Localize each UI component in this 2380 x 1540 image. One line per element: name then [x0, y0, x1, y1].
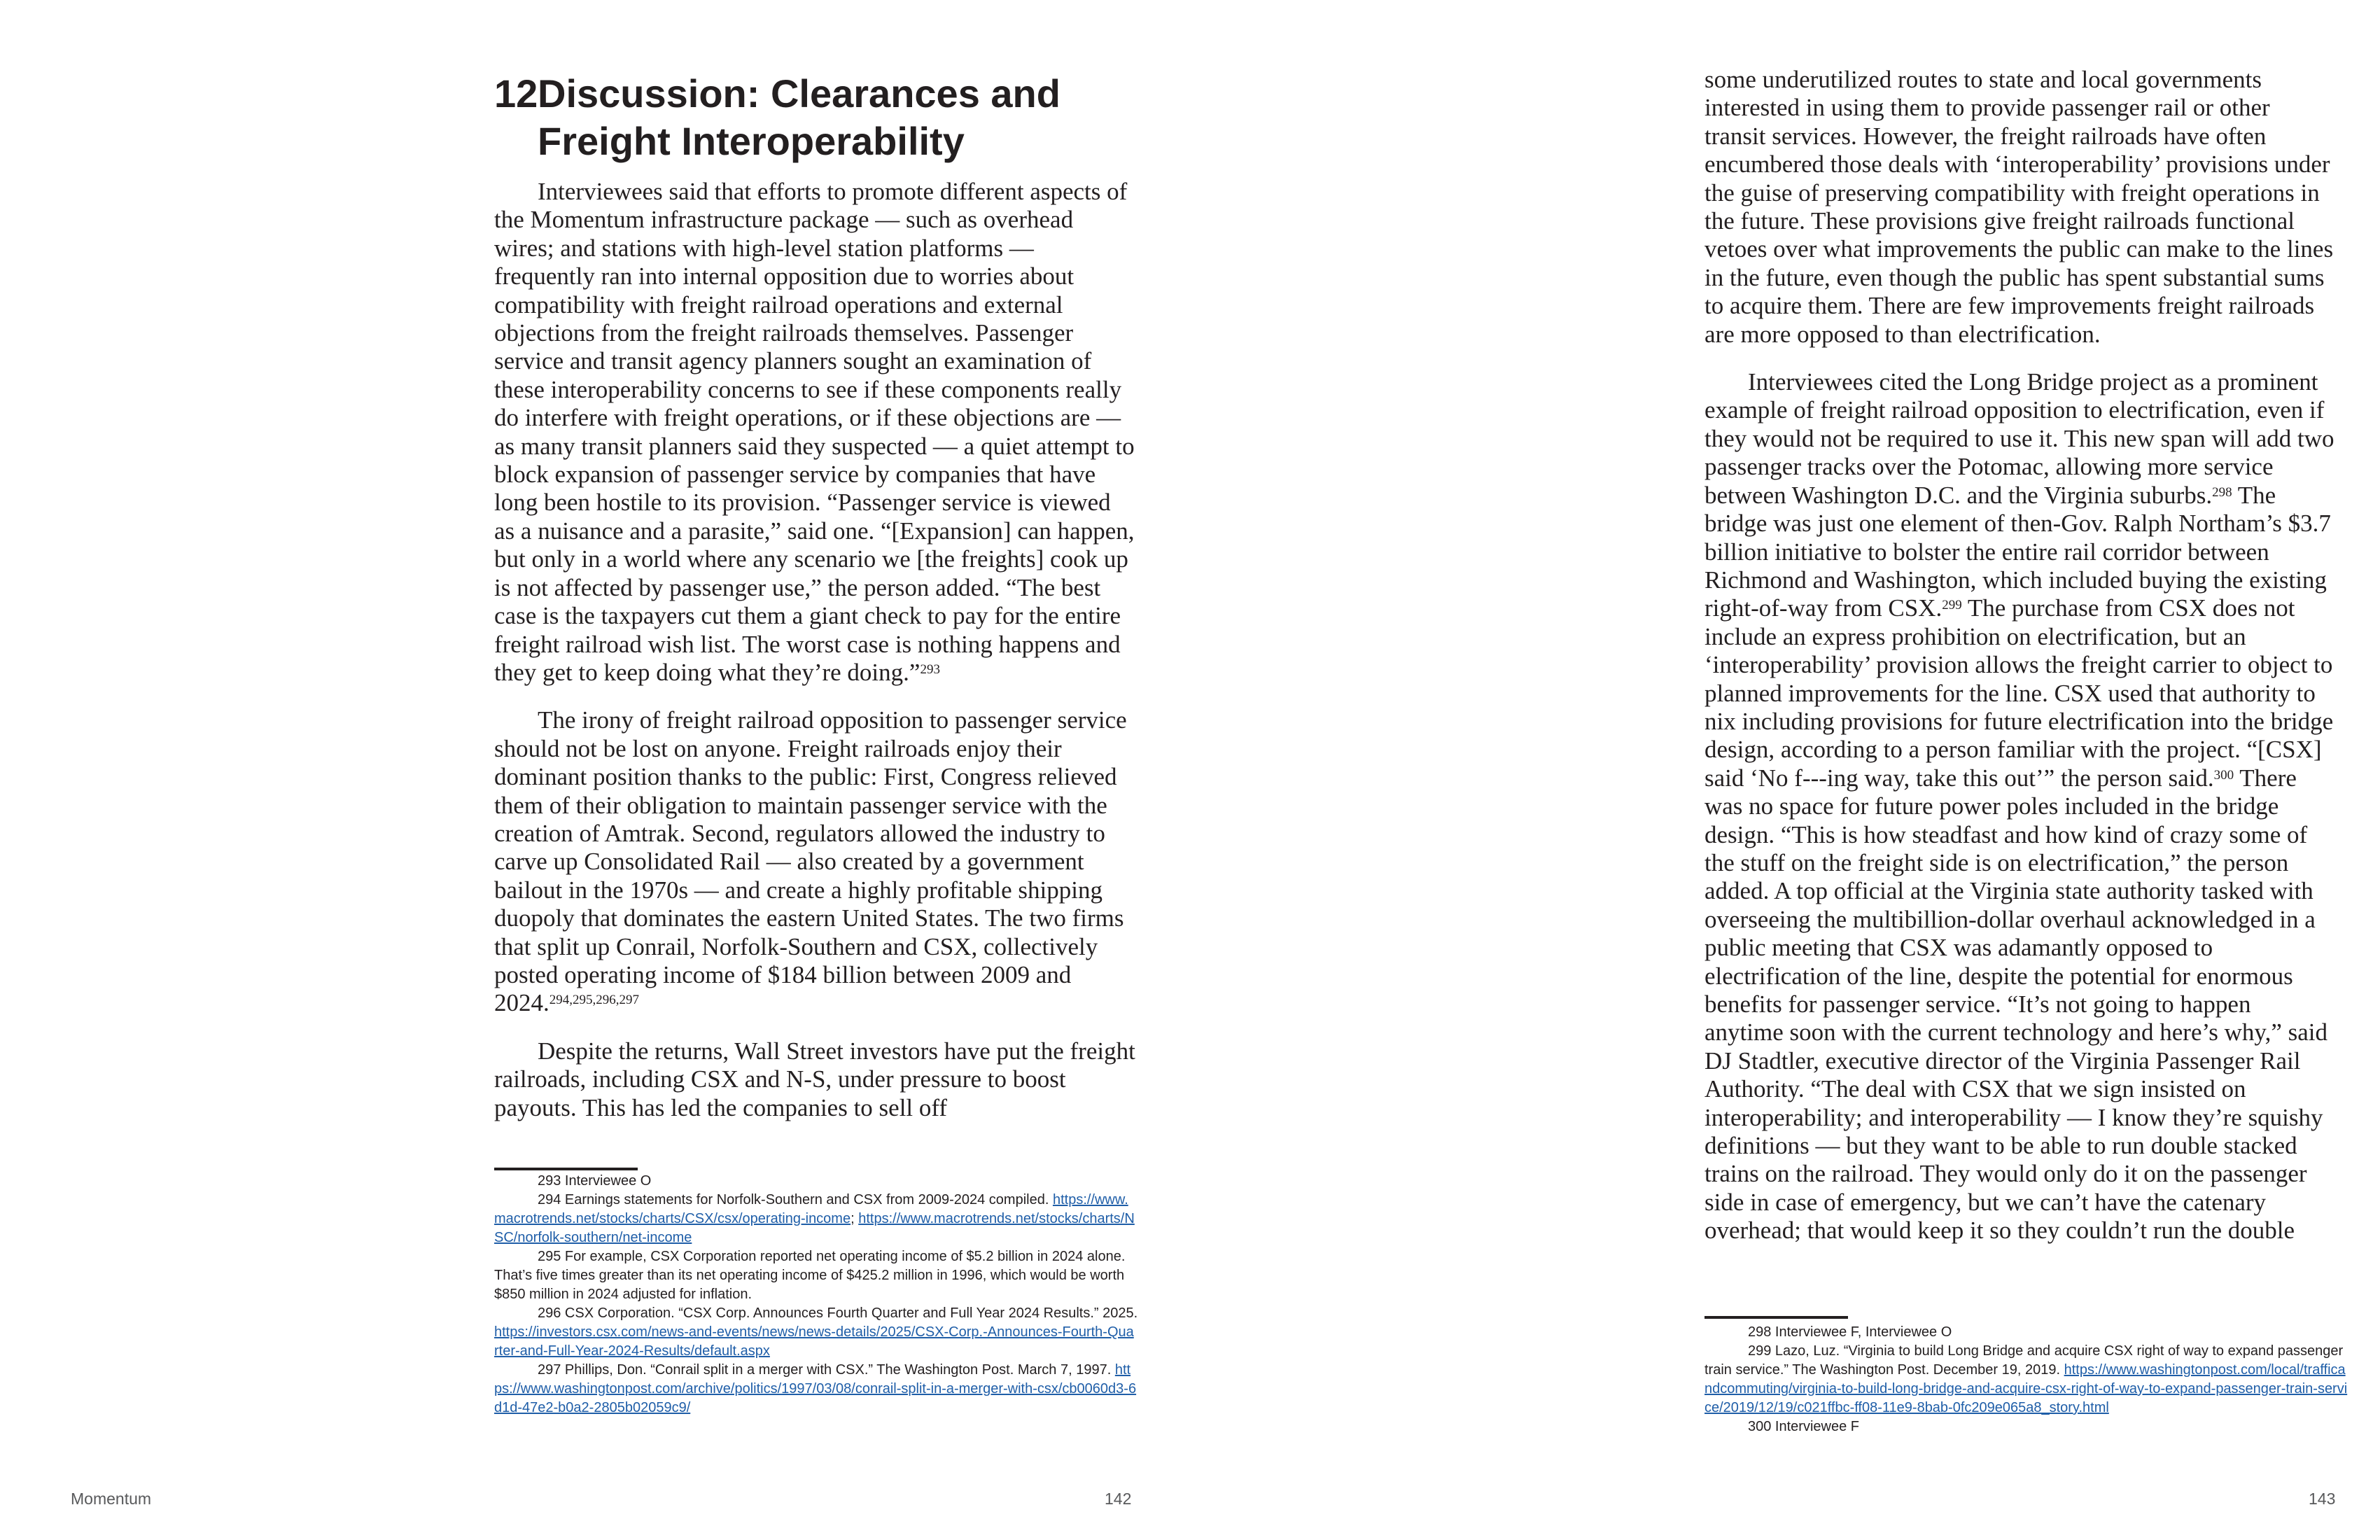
page-number-left: 142: [1105, 1490, 1132, 1508]
footnote: [494, 1247, 1138, 1304]
footnote-reference: 299: [1942, 598, 1962, 613]
text-run: 299 Lazo, Luz. “Virginia to build Long Bridge and acquire CSX right of way to expand passenger train service.” The Washington Post. December 19, 2019.: [1704, 1343, 2344, 1378]
text-run: 294 Earnings statements for Norfolk-Southern and CSX from 2009-2024 compiled.: [538, 1192, 1053, 1208]
footnote-reference: 300: [2213, 767, 2234, 783]
footnote: [494, 1304, 1138, 1361]
paragraph: [494, 706, 1137, 1017]
running-title: Momentum: [71, 1490, 152, 1508]
text-run: Despite the returns, Wall Street investors have put the freight railroads, including CSX and N-S, under pressure to boost payouts. This has led the companies to sell off: [494, 1037, 1135, 1121]
text-run: The purchase from CSX does not include an express prohibition on electrification, but an ‘interoperability’ provision allows the freight carrier to object to planned improvements for the line. CSX used that authority to nix including provisions for future electrification into the bridge design, according to a person familiar with the project. “[CSX] said ‘No f---ing way, take this out’” the person said.: [1704, 594, 2334, 792]
footnote: [1704, 1323, 2348, 1342]
footnote-link[interactable]: https://www.macrotrends.net/stocks/charts/CSX/csx/operating-income: [494, 1192, 1128, 1226]
text-run: There was no space for future power poles included in the bridge design. “This is how steadfast and how kind of crazy some of the stuff on the freight side is on electrification,” the person added. A top official at the Virginia state authority tasked with overseeing the multibillion-dollar overhaul acknowledged in a public meeting that CSX was adamantly opposed to electrification of the line, despite the potential for enormous benefits for passenger service. “It’s not going to happen anytime soon with the current technology and here’s why,” said DJ Stadtler, executive director of the Virginia Passenger Rail Authority. “The deal with CSX that we sign insisted on interoperability; and interoperability — I know they’re squishy definitions — but they want to be able to run double stacked trains on the railroad. They would only do it on the passenger side in case of emergency, but we can’t have the catenary overhead; that would keep it so they couldn’t run the double: [1704, 764, 2328, 1245]
footnote: [494, 1361, 1138, 1418]
footnote-link[interactable]: https://www.macrotrends.net/stocks/charts/NSC/norfolk-southern/net-income: [494, 1211, 1135, 1245]
right-body-text: [1704, 66, 2334, 1265]
footnote-reference: 294,295,296,297: [549, 993, 639, 1008]
text-run: 295 For example, CSX Corporation reported net operating income of $5.2 billion in 2024 alone. That’s five times greater than its net operating income of $425.2 million in 1996, which would be worth $850 million in 2024 adjusted for inflation.: [494, 1249, 1126, 1302]
text-run: 297 Phillips, Don. “Conrail split in a merger with CSX.” The Washington Post. March 7, 1997.: [538, 1362, 1115, 1378]
page-number-right: 143: [2309, 1490, 2336, 1508]
section-title: Discussion: Clearances and Freight Interoperability: [538, 71, 1060, 163]
text-run: 298 Interviewee F, Interviewee O: [1748, 1324, 1952, 1340]
footnote: [1704, 1418, 2348, 1436]
footnote: [494, 1172, 1138, 1191]
footnote: [494, 1191, 1138, 1247]
paragraph: [494, 1037, 1137, 1122]
text-run: Interviewees cited the Long Bridge project as a prominent example of freight railroad opposition to electrification, even if they would not be required to use it. This new span will add two passenger tracks over the Potomac, allowing more service between Washington D.C. and the Virginia suburbs.: [1704, 368, 2334, 509]
text-run: some underutilized routes to state and local governments interested in using them to provide passenger rail or other transit services. However, the freight railroads have often encumbered those deals with ‘interoperability’ provisions under the guise of preserving compatibility with freight operations in the future. These provisions give freight railroads functional vetoes over what improvements the public can make to the lines in the future, even though the public has spent substantial sums to acquire them. There are few improvements freight railroads are more opposed to than electrification.: [1704, 66, 2334, 348]
footnote-link[interactable]: https://www.washingtonpost.com/local/trafficandcommuting/virginia-to-build-long-bridge-and-acquire-csx-right-of-way-to-expand-passenger-train-service/2019/12/19/c021ffbc-ff08-11e9-8bab-0fc209e065a8_story.html: [1704, 1362, 2348, 1415]
text-run: ;: [850, 1211, 859, 1226]
text-run: Interviewees said that efforts to promote different aspects of the Momentum infrastructure package — such as overhead wires; and stations with high-level station platforms — frequently ran into internal opposition due to worries about compatibility with freight railroad operations and external objections from the freight railroads themselves. Passenger service and transit agency planners sought an examination of these interoperability concerns to see if these components really do interfere with freight operations, or if these objections are — as many transit planners said they suspected — a quiet attempt to block expansion of passenger service by companies that have long been hostile to its provision. “Passenger service is viewed as a nuisance and a parasite,” said one. “[Expansion] can happen, but only in a world where any scenario we [the freights] cook up is not affected by passenger use,” the person added. “The best case is the taxpayers cut them a giant check to pay for the entire freight railroad wish list. The worst case is nothing happens and they get to keep doing what they’re doing.”: [494, 178, 1135, 686]
text-run: 293 Interviewee O: [538, 1173, 652, 1189]
left-body-text: [494, 178, 1137, 1142]
text-run: The irony of freight railroad opposition to passenger service should not be lost on anyone. Freight railroads enjoy their dominant position thanks to the public: First, Congress relieved them of their obligation to maintain passenger service with the creation of Amtrak. Second, regulators allowed the industry to carve up Consolidated Rail — also created by a government bailout in the 1970s — and create a highly profitable shipping duopoly that dominates the eastern United States. The two firms that split up Conrail, Norfolk-Southern and CSX, collectively posted operating income of $184 billion between 2009 and 2024.: [494, 706, 1127, 1017]
text-run: The bridge was just one element of then-Gov. Ralph Northam’s $3.7 billion initiative to bolster the entire rail corridor between Richmond and Washington, which included buying the existing right-of-way from CSX.: [1704, 481, 2331, 622]
footnote-divider: [1704, 1316, 1848, 1319]
section-number: 12: [494, 71, 538, 115]
paragraph: [494, 178, 1137, 687]
section-heading: [494, 70, 1159, 165]
footnote-link[interactable]: https://www.washingtonpost.com/archive/politics/1997/03/08/conrail-split-in-a-merger-with-csx/cb0060d3-6d1d-47e2-b0a2-2805b02059c9/: [494, 1362, 1137, 1415]
paragraph: [1704, 368, 2334, 1245]
footnote: [1704, 1342, 2348, 1418]
right-footnotes: [1704, 1323, 2348, 1436]
footnote-reference: 293: [920, 662, 940, 677]
right-page: [1190, 0, 2380, 1540]
footnote-reference: 298: [2212, 484, 2232, 500]
footnote-divider: [494, 1168, 638, 1170]
text-run: 296 CSX Corporation. “CSX Corp. Announces Fourth Quarter and Full Year 2024 Results.” 2025.: [538, 1306, 1138, 1321]
paragraph: [1704, 66, 2334, 349]
footnote-link[interactable]: https://investors.csx.com/news-and-events/news/news-details/2025/CSX-Corp.-Announces-Fourth-Quarter-and-Full-Year-2024-Results/default.aspx: [494, 1324, 1134, 1359]
text-run: 300 Interviewee F: [1748, 1419, 1859, 1434]
left-footnotes: [494, 1172, 1138, 1418]
